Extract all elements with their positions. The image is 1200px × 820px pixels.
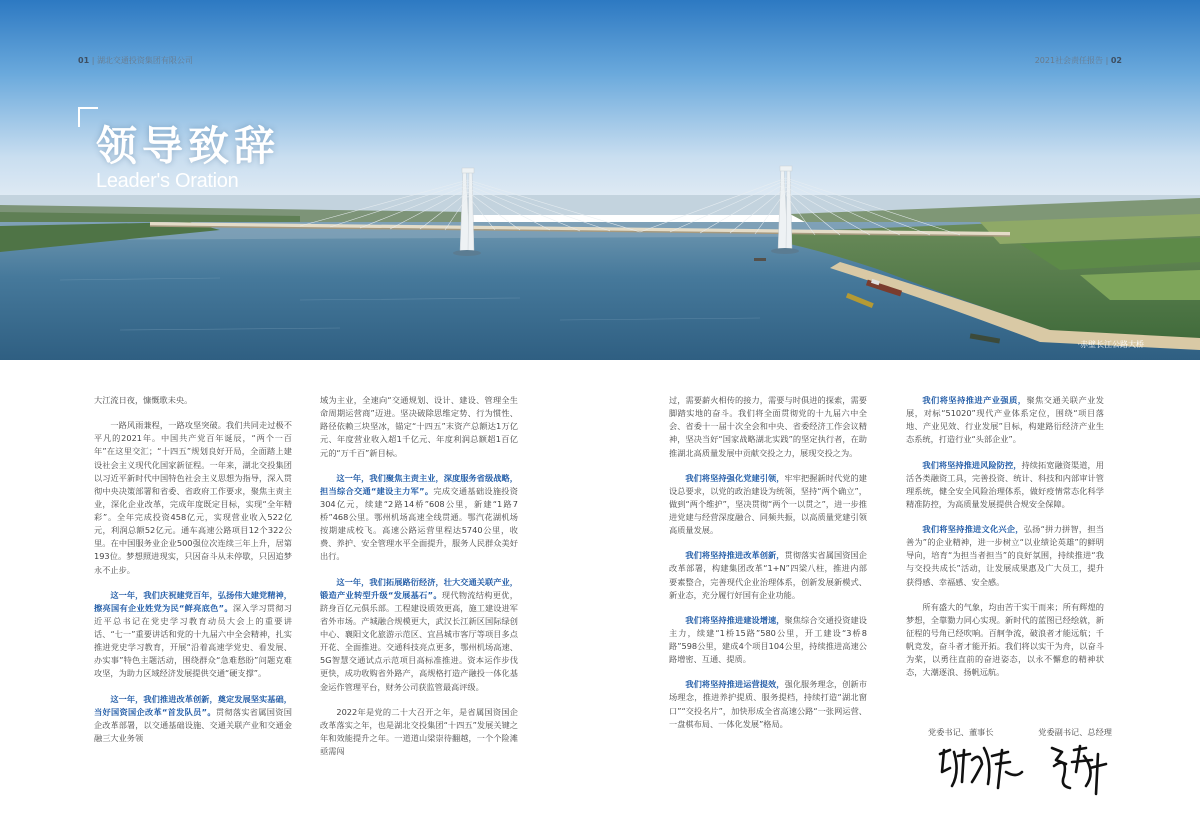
- paragraph-highlight: 我们将坚持推进运营提效，: [685, 679, 785, 690]
- paragraph-highlight: 这一年，我们庆祝建党百年，弘扬伟大建党精神，擦亮国有企业姓党为民“鲜亮底色”。: [94, 589, 292, 613]
- photo-caption: ·赤壁长江公路大桥: [1077, 340, 1144, 349]
- paragraph-text: 深入学习贯彻习近平总书记在党史学习教育动员大会上的重要讲话、“七一”重要讲话和党的十九届六中全会精神，扎实推进党史学习教育，开展“沿着高速学党史、看发展、办实事”特色主题活动，围绕群众“急难愁盼”问题克难攻坚，为助力区域经济发展提供交通“硬支撑”。: [94, 602, 292, 679]
- text-column-2: [320, 394, 518, 770]
- paragraph: 过，需要薪火相传的接力，需要与时俱进的探索，需要脚踏实地的奋斗。我们将全面贯彻党的十九届六中全会、省委十一届十次全会和中央、省委经济工作会议精神，坚决当好“国家战略湖北实践”的坚定执行者，在助推湖北高质量发展中贡献交投之力，展现交投之为。: [669, 395, 867, 458]
- paragraph-text: 聚焦交通关联产业发展，对标“51020”现代产业体系定位，围绕“项目落地、产业见效、行业发展”目标，构建路衍经济产业生态系统，打造行业“头部企业”。: [906, 395, 1104, 445]
- text-column-1: [94, 394, 292, 757]
- paragraph-text: 贯彻落实省属国资国企改革部署，以交通基础设施、交通关联产业和交通金融三大业务领: [94, 706, 292, 743]
- paragraph-highlight: 我们将坚持推进改革创新，: [685, 550, 785, 561]
- paragraph: [669, 678, 867, 731]
- paragraph-highlight: 我们将坚持推进产业强质，: [922, 395, 1027, 405]
- paragraph-highlight: 这一年，我们推进改革创新，奠定发展坚实基础，当好国资国企改革“首发队员”。: [94, 693, 292, 717]
- paragraph-highlight: 我们将坚持推进文化兴企，: [922, 524, 1024, 534]
- paragraph-text: 强化服务理念，创新市场理念，推进养护提质、服务提档，持续打造“湖北窗口”“交投名片”，加快形成全省高速公路“一张网运营、一盘棋布局、一体化发展”格局。: [669, 679, 867, 729]
- page-title: 领导致辞: [96, 122, 280, 170]
- handwritten-signatures: [906, 738, 1116, 798]
- paragraph: 大江流日夜，慷慨歌未央。: [94, 395, 193, 405]
- paragraph-highlight: 我们将坚持推进风险防控，: [922, 459, 1022, 470]
- chairman-signature: [936, 742, 1026, 796]
- paragraph-text: 贯彻落实省属国资国企改革部署，构建集团改革“1+N”四梁八柱，推进内部要素整合，完善现代企业治理体系，创新发展新模式、新业态，充分履行好国有企业功能。: [669, 550, 867, 600]
- paragraph: [669, 614, 867, 667]
- header-right: 2021社会责任报告 | 02: [1034, 56, 1122, 65]
- paragraph-text: 聚焦综合交通投资建设主力，续建“1桥15路”580公里，开工建设“3桥8路”598公里，建成4个项目104公里，持续推进高速公路增密、互通、提质。: [669, 614, 867, 665]
- report-name: 2021社会责任报告: [1034, 56, 1104, 65]
- company-name: 湖北交通投资集团有限公司: [96, 56, 193, 65]
- signature-titles: [906, 727, 1116, 738]
- paragraph-text: 牢牢把握新时代党的建设总要求，以党的政治建设为统领，坚持“两个确立”，做到“两个维护”，坚决贯彻“两个一以贯之”，进一步推进党建与经营深度融合、同频共振，以高质量党建引领高质量发展。: [669, 472, 867, 536]
- paragraph: [669, 472, 867, 538]
- general-manager-signature: [1046, 742, 1116, 798]
- paragraph: 一路风雨兼程，一路攻坚突破。我们共同走过极不平凡的2021年。中国共产党百年诞辰，“两个一百年”在这里交汇；“十四五”规划良好开局，全面踏上建设社会主义现代化国家新征程。一年来，湖北交投集团以习近平新时代中国特色社会主义思想为指导，深入贯彻中央决策部署和省委、省政府工作要求，聚焦主责主业，深化企业改革，完成年度既定目标，实现“全年精彩”。全年完成投资458亿元，实现营业收入522亿元，利润总额52亿元。通车高速公路项目12个322公里。在中国服务业企业500强位次连续三年上升，居第193位。梦想照进现实，只因奋斗从未停歇，只因追梦永不止步。: [94, 420, 292, 575]
- paragraph-text: 持续拓宽融资渠道，用活各类融资工具，完善投资、统计、科技和内部审计管理系统，健全安全风险治理体系，做好疫情常态化科学精准防控，为高质量发展提供合规安全保障。: [906, 459, 1104, 509]
- signature-block: [906, 727, 1116, 798]
- paragraph-highlight: 这一年，我们拓展路衍经济，壮大交通关联产业，锻造产业转型升级“发展基石”。: [320, 576, 518, 600]
- paragraph: 2022年是党的二十大召开之年，是省属国资国企改革落实之年，也是湖北交投集团“十四五”发展关键之年和效能提升之年。一道道山梁崇待翻越，一个个险滩亟需闯: [320, 706, 518, 756]
- paragraph: [94, 589, 292, 681]
- paragraph-highlight: 这一年，我们聚焦主责主业，深度服务省级战略，担当综合交通“建设主力军”。: [320, 472, 518, 496]
- paragraph-text: 弘扬“拼力拼智，担当善为”的企业精神，进一步树立“以业绩论英雄”的鲜明导向，培育“为担当者担当”的良好氛围，持续推进“我与交投共成长”活动，让发展成果惠及广大员工，提升获得感、幸福感、安全感。: [906, 524, 1104, 587]
- paragraph: 域为主业，全速向“交通规划、设计、建设、管理全生命周期运营商”迈进。坚决破除思维定势、行为惯性、路径依赖三块坚冰，锚定“十四五”末资产总额达1万亿元、年度营业收入超1千亿元、年度利润总额超1百亿元的“万千百”新目标。: [320, 395, 518, 458]
- paragraph: [320, 576, 518, 694]
- header-left: 01 | 湖北交通投资集团有限公司: [78, 56, 193, 65]
- paragraph: [906, 394, 1104, 447]
- paragraph: [906, 523, 1104, 589]
- paragraph: [906, 459, 1104, 512]
- general-manager-title: 党委副书记、总经理: [1038, 727, 1112, 737]
- paragraph-text: 完成交通基础设施投资304亿元，续建“2路14桥”608公里，新建“1路7桥”468公里。鄂州机场高速全线贯通。鄂汽花湖机场按期建成校飞。高速公路运营里程达5740公里，收费、养护、安全管理水平全面提升，服务人民群众美好出行。: [320, 485, 518, 562]
- paragraph: [669, 549, 867, 602]
- paragraph: [320, 472, 518, 564]
- page-subtitle: Leader's Oration: [96, 170, 239, 192]
- title-bracket: [78, 107, 98, 127]
- chairman-title: 党委书记、董事长: [928, 727, 994, 737]
- hero-bridge-photo: [0, 0, 1200, 360]
- text-column-4: [906, 394, 1104, 691]
- paragraph-text: 现代物流结构更优，跻身百亿元俱乐部。工程建设质效更高，施工建设进军省外市场。产城融合规模更大，武汉长江新区国际绿创中心、襄阳文化旅游示范区、宜昌城市客厅等项目多点开花、全面推进。交通科技亮点更多，鄂州机场高速、5G智慧交通试点示范项目高标准推进。资本运作步伐更快，成功收购省外路产，高规格打造产融投一体化基金运作管理平台，财务公司获监管最高评级。: [320, 589, 518, 692]
- paragraph-highlight: 我们将坚持推进建设增速，: [685, 614, 785, 625]
- page-number-left: 01: [78, 56, 90, 65]
- text-column-3: [669, 394, 867, 743]
- page-number-right: 02: [1110, 56, 1122, 65]
- paragraph: [94, 693, 292, 746]
- paragraph: 所有盛大的气象，均由苦干实干而来；所有辉煌的梦想，全靠勠力同心实现。新时代的蓝图已经绘就，新征程的号角已经吹响。百舸争流，破浪者才能远航；千帆竞发，奋斗者才能开拓。我们将以实干为舟，以奋斗为桨，以勇往直前的奋进姿态，以永不懈怠的精神状态，大潮逐浪、扬帆远航。: [906, 601, 1104, 678]
- paragraph-highlight: 我们将坚持强化党建引领，: [685, 472, 785, 483]
